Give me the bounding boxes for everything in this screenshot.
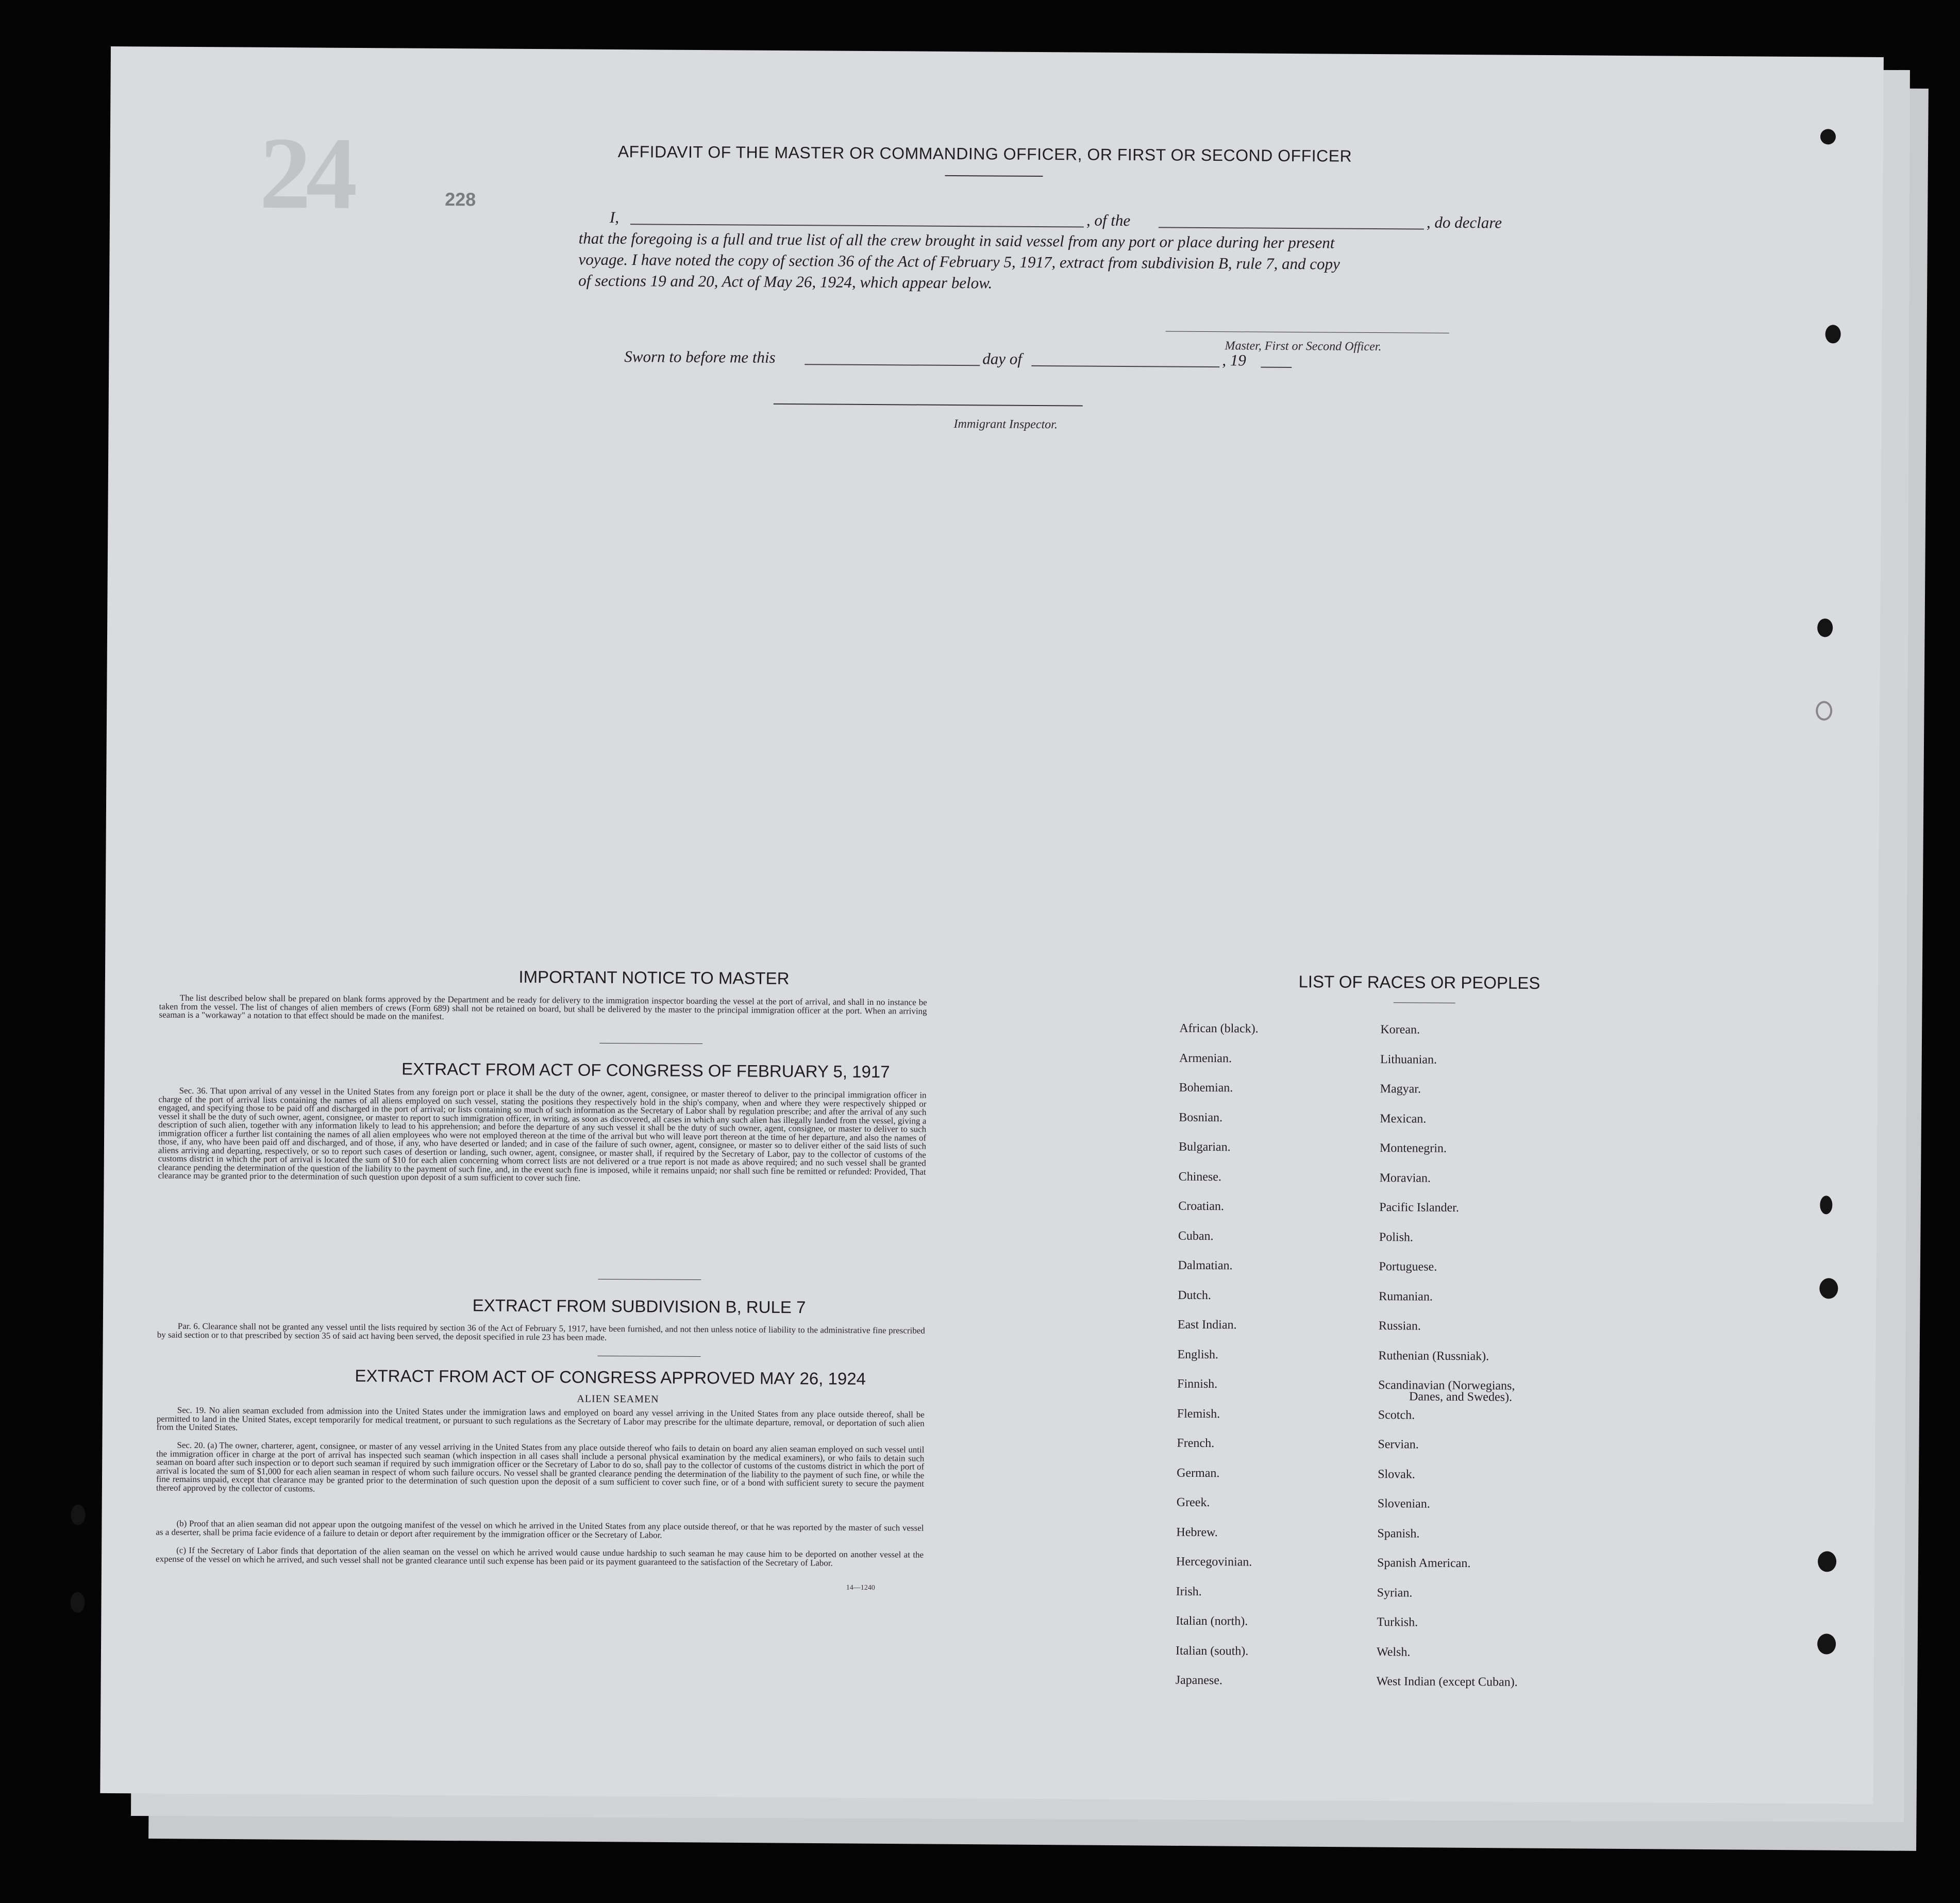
notice-title: IMPORTANT NOTICE TO MASTER <box>518 967 790 988</box>
race-item: Russian. <box>1378 1319 1421 1333</box>
declaration-i: I, <box>609 208 619 227</box>
punch-hole <box>1817 1633 1836 1654</box>
sec20c-text: (c) If the Secretary of Labor finds that deportation of the alien seaman on the vessel on which he arrived would cause undue hardship to such seaman he may cause him to be deported on another vessel at the expense of the vessel on which he arrived, and such vessel shall not be granted clearance until such expense has been paid or its payment guaranteed to the satisfaction of the Secretary of Labor. <box>156 1545 924 1568</box>
race-item: Finnish. <box>1177 1377 1218 1391</box>
extract-1924-title: EXTRACT FROM ACT OF CONGRESS APPROVED MAY 26, 1924 <box>355 1366 866 1388</box>
extract-1924-subtitle: ALIEN SEAMEN <box>577 1393 659 1405</box>
race-item: Mexican. <box>1380 1112 1427 1126</box>
race-item: French. <box>1177 1436 1215 1451</box>
race-item: Ruthenian (Russniak). <box>1378 1349 1489 1363</box>
punch-hole <box>1817 618 1833 637</box>
races-left-column <box>1175 1022 1258 1704</box>
race-item: Turkish. <box>1377 1615 1418 1629</box>
race-item: Montenegrin. <box>1379 1141 1447 1155</box>
master-label: Master, First or Second Officer. <box>1225 339 1382 354</box>
affidavit-title: AFFIDAVIT OF THE MASTER OR COMMANDING OFFICER, OR FIRST OR SECOND OFFICER <box>617 142 1352 165</box>
sworn-prefix: Sworn to before me this <box>624 347 776 366</box>
punch-hole <box>1820 129 1836 144</box>
punch-hole <box>71 1505 85 1525</box>
race-item: Bohemian. <box>1179 1081 1233 1095</box>
form-number: 14—1240 <box>846 1584 875 1592</box>
race-item: Croatian. <box>1178 1199 1225 1214</box>
bleed-through-page-number: 24 <box>259 116 353 231</box>
declaration-line-4: of sections 19 and 20, Act of May 26, 1924, which appear below. <box>578 271 993 292</box>
race-item: Syrian. <box>1377 1586 1413 1599</box>
notice-text: The list described below shall be prepared on blank forms approved by the Department and be ready for delivery to the immigration inspector boarding the vessel at the port of arrival, and shall in no instance be taken from the vessel. The list of changes of alien members of crews (Form 689) shall not be retained on board, but shall be delivered by the master to the principal immigration officer at the port. When an arriving seaman is a "workaway" a notation to that effect should be made on the manifest. <box>159 992 927 1021</box>
extract-1917-divider <box>598 1279 701 1280</box>
race-item: Irish. <box>1176 1585 1202 1598</box>
race-item: Hercegovinian. <box>1176 1555 1252 1569</box>
race-item-line1: Scandinavian (Norwegians, <box>1378 1378 1515 1393</box>
sworn-month-blank <box>1031 365 1219 367</box>
race-item: Japanese. <box>1175 1673 1223 1688</box>
inspector-signature-line <box>774 403 1083 407</box>
race-item: Hebrew. <box>1176 1525 1218 1539</box>
document-sheet <box>100 46 1884 1804</box>
sworn-year-blank <box>1261 367 1292 368</box>
punch-hole <box>1825 325 1841 343</box>
race-item: Servian. <box>1378 1438 1419 1452</box>
race-item: Portuguese. <box>1379 1260 1437 1274</box>
race-item: Lithuanian. <box>1380 1052 1437 1067</box>
punch-hole <box>1819 1278 1838 1299</box>
race-item: Chinese. <box>1178 1170 1222 1184</box>
notice-divider <box>599 1043 702 1044</box>
race-item: Moravian. <box>1379 1171 1431 1185</box>
title-underline <box>945 175 1043 177</box>
rule7-title: EXTRACT FROM SUBDIVISION B, RULE 7 <box>472 1295 806 1317</box>
race-item: German. <box>1177 1466 1220 1480</box>
declaration-line-2: that the foregoing is a full and true list of all the crew brought in said vessel from any port or place during her present <box>578 229 1335 252</box>
race-item: East Indian. <box>1177 1318 1237 1332</box>
inspector-label: Immigrant Inspector. <box>953 417 1058 432</box>
master-signature-line <box>1166 331 1449 333</box>
races-title: LIST OF RACES OR PEOPLES <box>1298 972 1540 992</box>
punch-hole <box>1820 1195 1832 1214</box>
extract-1917-title: EXTRACT FROM ACT OF CONGRESS OF FEBRUARY 5, 1917 <box>401 1059 890 1082</box>
sec20a-text: Sec. 20. (a) The owner, charterer, agent, consignee, or master of any vessel arriving in the United States from any place outside thereof who fails to detain on board any alien seaman employed on such vessel until the immigration officer in charge at the port of arrival has inspected such seaman (which inspection in all cases shall include a personal physical examination by the medical examiners), or who fails to detain such seaman on board after such inspection or to deport such seaman if required by such immigration officer or the Secretary of Labor to do so, shall pay to the collector of customs of the customs district in which the port of arrival is located the sum of $1,000 for each alien seaman in respect of whom such failure occurs. No vessel shall be granted clearance pending the determination of the liability to the payment of such fine, or while the fine remains unpaid, except that clearance may be granted prior to the determination of such question upon the deposit of a sum sufficient to cover such fine, or of a bond with sufficient surety to secure the payment thereof approved by the collector of customs. <box>156 1440 925 1493</box>
race-item: Bosnian. <box>1179 1110 1223 1124</box>
race-item: Korean. <box>1380 1023 1420 1037</box>
race-item: English. <box>1177 1348 1218 1361</box>
race-item: Dalmatian. <box>1178 1258 1233 1273</box>
punch-hole <box>1818 1551 1836 1572</box>
vessel-blank <box>1159 227 1424 229</box>
races-right-column <box>1376 1023 1521 1705</box>
punch-hole <box>1816 701 1832 720</box>
race-item: Scotch. <box>1378 1408 1415 1422</box>
declaration-do-declare: , do declare <box>1426 213 1502 232</box>
sec20b-text: (b) Proof that an alien seaman did not appear upon the outgoing manifest of the vessel on which he arrived in the United States from any place outside thereof, or that he was reported by the master of such vessel as a deserter, shall be prima facie evidence of a failure to detain or deport after requirement by the immigration officer or the Secretary of Labor. <box>156 1518 924 1540</box>
races-divider <box>1394 1002 1455 1003</box>
declaration-of-the: , of the <box>1086 211 1131 230</box>
race-item <box>1378 1378 1519 1409</box>
race-item: African (black). <box>1179 1021 1259 1036</box>
race-item: Slovenian. <box>1377 1497 1430 1511</box>
race-item: West Indian (except Cuban). <box>1376 1675 1518 1689</box>
race-item: Armenian. <box>1179 1051 1232 1065</box>
rule7-text: Par. 6. Clearance shall not be granted any vessel until the lists required by section 36 of the Act of February 5, 1917, have been furnished, and not then unless notice of liability to the administrative fine prescribed by said section or to that prescribed by section 35 of said act having been served, the deposit specified in rule 23 has been made. <box>157 1321 925 1342</box>
race-item: Bulgarian. <box>1178 1140 1231 1154</box>
name-blank <box>630 224 1084 227</box>
declaration-line-1 <box>579 208 1599 232</box>
race-item: Magyar. <box>1380 1082 1421 1096</box>
race-item: Flemish. <box>1177 1407 1220 1421</box>
sworn-day-of: day of <box>982 349 1023 368</box>
race-item: Spanish American. <box>1377 1556 1471 1571</box>
race-item: Italian (north). <box>1176 1614 1248 1628</box>
race-item: Greek. <box>1176 1495 1210 1510</box>
race-item: Italian (south). <box>1175 1644 1249 1658</box>
declaration-line-3: voyage. I have noted the copy of section 36 of the Act of February 5, 1917, extract from subdivision B, rule 7, and copy <box>578 250 1340 273</box>
sec19-text: Sec. 19. No alien seaman excluded from admission into the United States under the immigration laws and employed on board any vessel arriving in the United States from any place outside thereof, shall be permitted to land in the United States, except temporarily for medical treatment, or pursuant to such regulations as the Secretary of Labor may prescribe for the ultimate departure, removal, or deportation of such alien from the United States. <box>156 1405 925 1433</box>
extract-1917-text: Sec. 36. That upon arrival of any vessel in the United States from any foreign port or place it shall be the duty of the owner, agent, consignee, or master thereof to deliver to the principal immigration officer in charge of the port of arrival lists containing the names of all aliens employed on such vessel, stating the positions they respectively hold in the ship's company, when and where they were respectively shipped or engaged, and specifying those to be paid off and discharged in the port of arrival; or lists containing so much of such information as the Secretary of Labor shall by regulation prescribe; and after the arrival of any such vessel it shall be the duty of such owner, agent, consignee, or master to report to such immigration officer, in writing, as soon as discovered, all cases in which any such alien has illegally landed from the vessel, giving a description of such alien, together with any information likely to lead to his apprehension; and before the departure of any such vessel it shall be the duty of such owner, agent, consignee, or master to deliver to such immigration officer a further list containing the names of all alien employees who were not employed thereon at the time of the arrival but who will leave port thereon at the time of her departure, and also the names of those, if any, who have been paid off and discharged, and of those, if any, who have deserted or landed; and in case of the failure of such owner, agent, consignee, or master so to deliver either of the said lists of such aliens arriving and departing, respectively, or so to report such cases of desertion or landing, such owner, agent, consignee, or master shall, if required by the Secretary of Labor, pay to the collector of customs of the customs district in which the port of arrival is located the sum of $10 for each alien concerning whom correct lists are not delivered or a true report is not made as above required; and no such vessel shall be granted clearance pending the determination of the question of the liability to the payment of such fine, and, in the event such fine is imposed, while it remains unpaid; nor shall such fine be remitted or refunded: Provided, That clearance may be granted prior to the determination of such question upon deposit of a sum sufficient to cover such fine. <box>158 1085 927 1183</box>
race-item: Cuban. <box>1178 1229 1214 1243</box>
race-item-line2: Danes, and Swedes). <box>1409 1390 1513 1404</box>
race-item: Spanish. <box>1377 1526 1420 1541</box>
rule7-divider <box>597 1356 700 1357</box>
sheet-number: 228 <box>445 188 476 210</box>
race-item: Welsh. <box>1376 1645 1411 1659</box>
race-item: Rumanian. <box>1379 1289 1433 1304</box>
race-item: Pacific Islander. <box>1379 1201 1459 1215</box>
race-item: Dutch. <box>1178 1288 1211 1302</box>
sworn-day-blank <box>805 364 980 366</box>
race-item: Polish. <box>1379 1230 1414 1244</box>
punch-hole <box>70 1592 85 1613</box>
sworn-year: , 19 <box>1222 351 1246 369</box>
race-item: Slovak. <box>1378 1467 1415 1481</box>
